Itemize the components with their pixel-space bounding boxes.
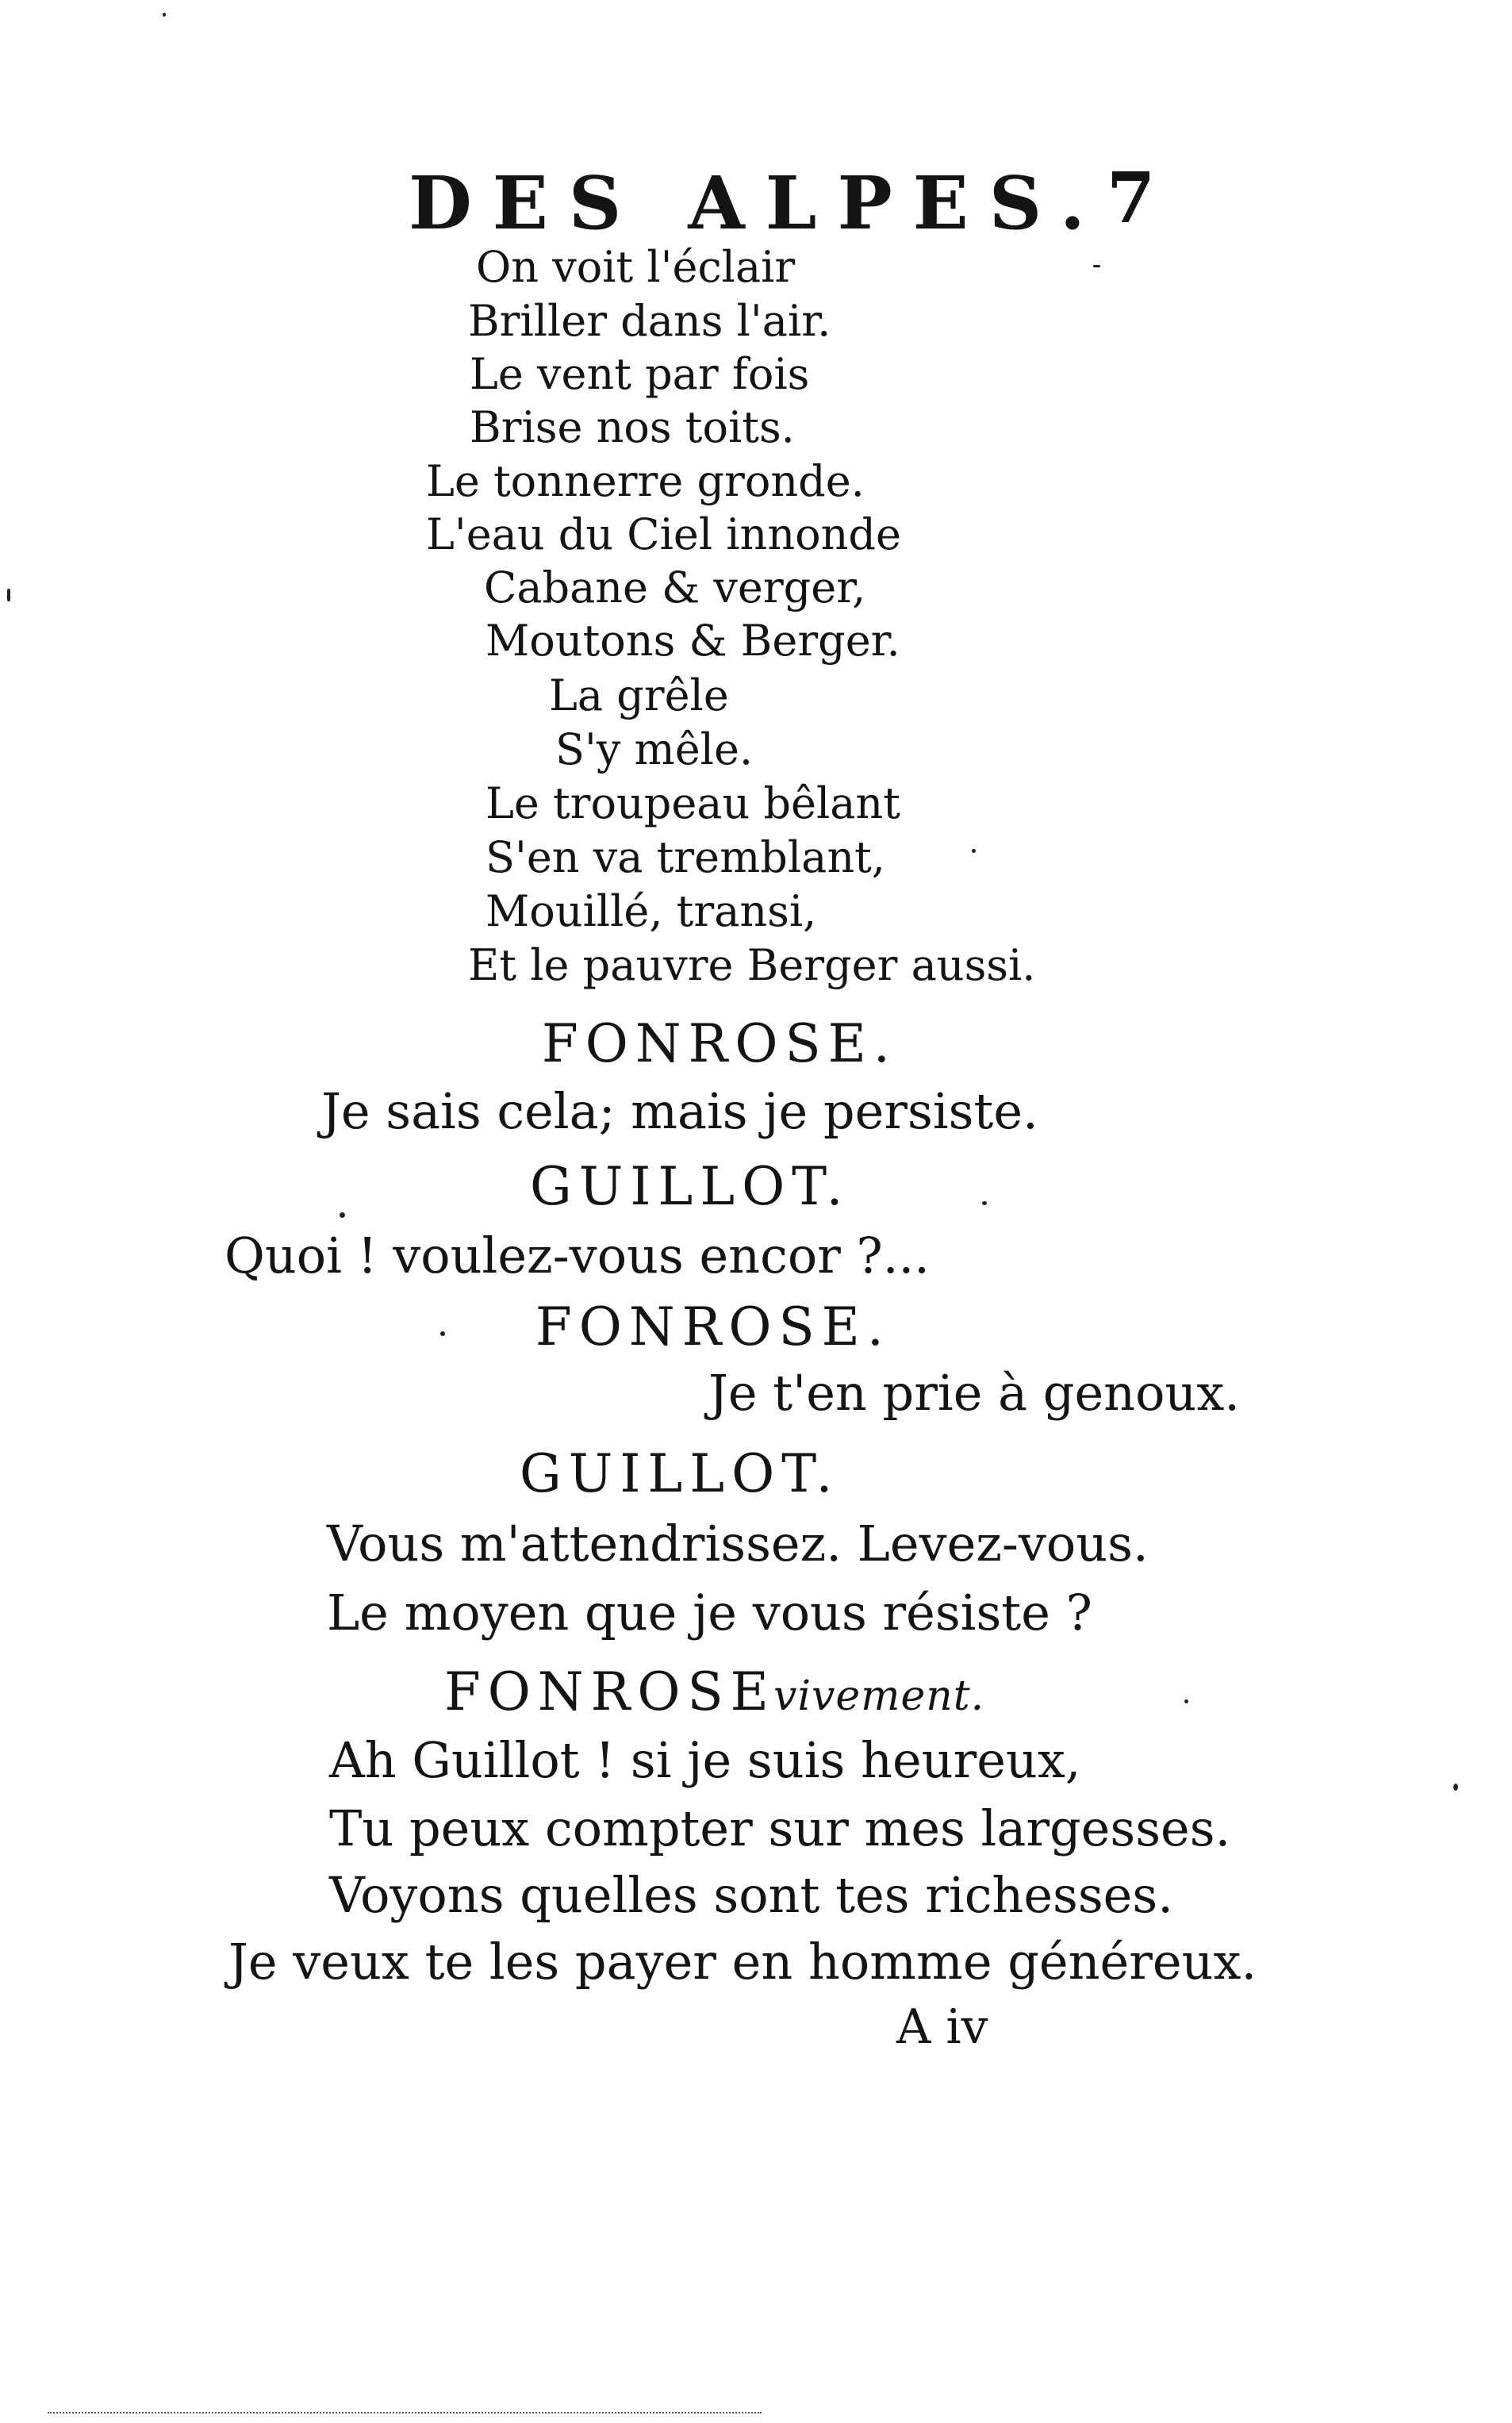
stage-direction: vivement.: [773, 1672, 985, 1720]
verse-line: La grêle: [549, 670, 729, 720]
ink-speck: [1453, 1784, 1458, 1791]
verse-line: On voit l'éclair: [476, 242, 796, 292]
verse-line: S'y mêle.: [555, 724, 754, 774]
ink-speck: [340, 1212, 345, 1218]
ink-speck: [982, 1201, 987, 1205]
dialogue-line: Quoi ! voulez-vous encor ?...: [224, 1227, 930, 1284]
dialogue-line: Je t'en prie à genoux.: [708, 1364, 1241, 1422]
ink-speck: [972, 849, 976, 853]
dialogue-line: Je veux te les payer en homme généreux.: [228, 1933, 1257, 1991]
ink-speck: [163, 13, 166, 17]
verse-line: Moutons & Berger.: [485, 616, 900, 666]
verse-line: L'eau du Ciel innonde: [426, 509, 901, 559]
verse-line: Briller dans l'air.: [468, 296, 831, 346]
dialogue-line: Ah Guillot ! si je suis heureux,: [329, 1731, 1081, 1789]
speaker-name: GUILLOT.: [530, 1156, 850, 1217]
speaker-name: FONROSE: [444, 1661, 776, 1722]
verse-line: Le vent par fois: [470, 349, 810, 399]
verse-line: Le troupeau bêlant: [485, 778, 900, 828]
speaker-name: FONROSE.: [542, 1013, 897, 1074]
bottom-edge-rule: [48, 2412, 762, 2413]
ink-speck: [1093, 265, 1100, 267]
dialogue-line: Tu peux compter sur mes largesses.: [329, 1799, 1231, 1857]
speaker-name: FONROSE.: [535, 1296, 891, 1357]
page-number: 7: [1107, 156, 1156, 239]
dialogue-line: Vous m'attendrissez. Levez-vous.: [327, 1515, 1149, 1572]
running-head: DES ALPES.: [409, 160, 1106, 246]
verse-line: Le tonnerre gronde.: [426, 456, 865, 506]
dialogue-line: Voyons quelles sont tes richesses.: [329, 1866, 1173, 1924]
ink-speck: [1184, 1699, 1188, 1703]
verse-line: Et le pauvre Berger aussi.: [468, 940, 1036, 990]
ink-speck: [440, 1331, 445, 1336]
verse-line: Cabane & verger,: [484, 563, 866, 612]
ink-speck: [7, 589, 10, 601]
verse-line: Mouillé, transi,: [485, 886, 817, 936]
signature-mark: A iv: [896, 1999, 988, 2055]
verse-line: Brise nos toits.: [470, 402, 795, 452]
speaker-name: GUILLOT.: [520, 1443, 840, 1504]
dialogue-line: Le moyen que je vous résiste ?: [327, 1584, 1092, 1642]
verse-line: S'en va tremblant,: [485, 832, 885, 882]
dialogue-line: Je sais cela; mais je persiste.: [321, 1082, 1038, 1140]
